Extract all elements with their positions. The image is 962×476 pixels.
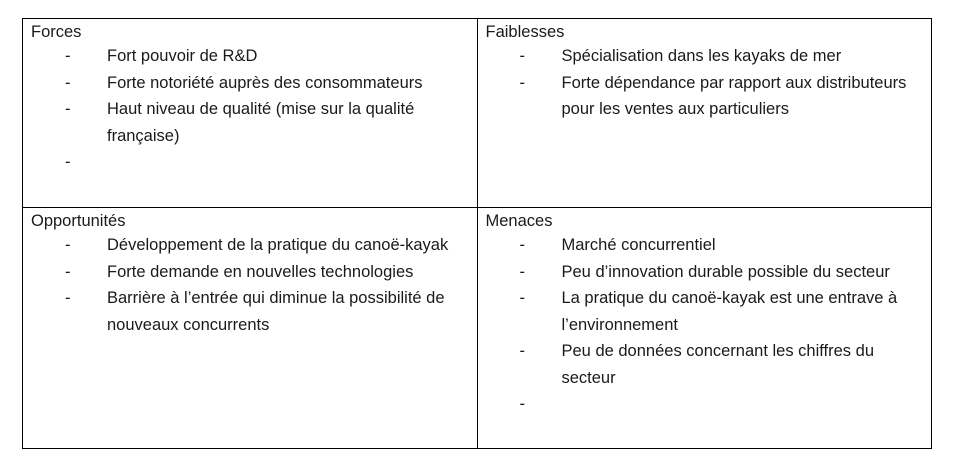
dash-bullet-icon: - [519, 73, 525, 92]
dash-bullet-icon: - [65, 236, 71, 254]
swot-table [22, 18, 932, 449]
list-item [23, 232, 477, 259]
list-item [23, 43, 477, 70]
opportunites-title: Opportunités [31, 212, 126, 230]
list-item-text: Fort pouvoir de R&D [107, 47, 258, 65]
list-item-text: Forte demande en nouvelles technologies [107, 262, 414, 281]
list-item-text: Haut niveau de qualité (mise sur la qualité française) [107, 100, 415, 145]
menaces-cell [477, 208, 932, 449]
menaces-list [478, 232, 932, 413]
list-item [478, 285, 932, 338]
list-item-text: La pratique du canoë-kayak est une entrave à l’environnement [561, 289, 898, 334]
dash-bullet-icon: - [65, 289, 71, 307]
list-item [478, 70, 932, 123]
dash-bullet-icon: - [519, 262, 525, 281]
list-item [478, 232, 932, 259]
faiblesses-title: Faiblesses [485, 23, 565, 41]
dash-bullet-icon: - [519, 47, 525, 65]
forces-cell [23, 19, 478, 208]
swot-row-top [23, 19, 932, 208]
list-item [478, 43, 932, 70]
list-item [23, 96, 477, 149]
dash-bullet-icon: - [519, 395, 525, 413]
opportunites-list [23, 232, 477, 338]
dash-bullet-icon: - [519, 236, 525, 254]
dash-bullet-icon: - [65, 73, 71, 92]
dash-bullet-icon: - [65, 100, 71, 118]
list-item [23, 259, 477, 286]
list-item-text: Peu d’innovation durable possible du secteur [561, 262, 890, 281]
forces-list [23, 43, 477, 171]
dash-bullet-icon: - [65, 262, 71, 281]
menaces-title: Menaces [485, 212, 553, 230]
list-item-text: Spécialisation dans les kayaks de mer [561, 47, 842, 65]
list-item [23, 285, 477, 338]
dash-bullet-icon: - [519, 289, 525, 307]
list-item-text: Forte notoriété auprès des consommateurs [107, 73, 423, 92]
dash-bullet-icon: - [65, 153, 71, 171]
list-item-text: Développement de la pratique du canoë-kayak [107, 236, 449, 254]
faiblesses-cell [477, 19, 932, 208]
forces-title: Forces [31, 23, 82, 41]
dash-bullet-icon: - [519, 342, 525, 360]
faiblesses-list [478, 43, 932, 123]
list-item [478, 259, 932, 286]
list-item [23, 70, 477, 97]
dash-bullet-icon: - [65, 47, 71, 65]
list-item [478, 338, 932, 391]
opportunites-cell [23, 208, 478, 449]
list-item-text: Forte dépendance par rapport aux distributeurs pour les ventes aux particuliers [561, 73, 907, 118]
list-item-text: Barrière à l’entrée qui diminue la possibilité de nouveaux concurrents [107, 289, 445, 334]
swot-row-bottom [23, 208, 932, 449]
list-item-text: Peu de données concernant les chiffres du secteur [561, 342, 874, 387]
list-item-text: Marché concurrentiel [561, 236, 716, 254]
